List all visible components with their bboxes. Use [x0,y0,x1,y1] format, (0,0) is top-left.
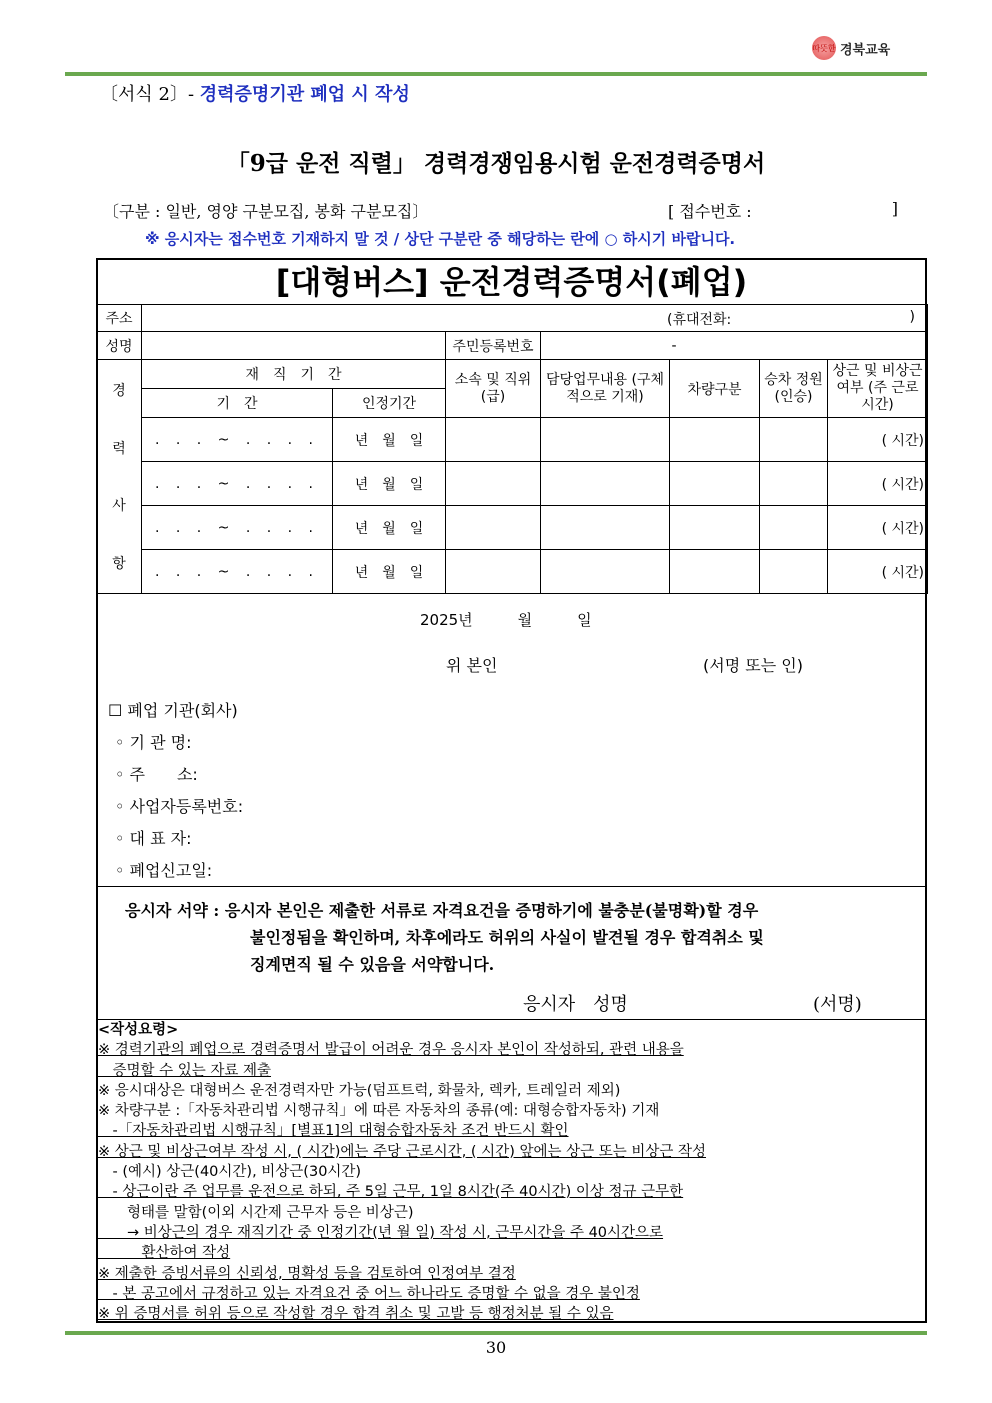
affiliation-cell[interactable] [446,418,541,462]
duty-cell[interactable] [541,550,670,594]
writing-guide [98,1020,924,1324]
recognized-cell[interactable]: 년 월 일 [333,462,446,506]
form-id-prefix: 〔서식 2〕- [100,84,200,105]
guide-line: → 비상근의 경우 재직기간 중 인정기간(년 월 일) 작성 시, 근무시간을 주 40시간으로 [98,1224,664,1241]
rrn-label: 주민등록번호 [446,332,541,360]
capacity-cell[interactable] [760,462,828,506]
vehicle-cell[interactable] [670,462,760,506]
company-address-field[interactable]: ◦ 주 소: [115,765,198,784]
section-char: 항 [112,555,126,572]
capacity-header: 승차 정원(인승) [760,360,828,418]
work-type-header: 상근 및 비상근여부 (주 근로시간) [828,360,928,418]
form-id [100,80,410,106]
footer-rule [65,1331,927,1335]
period-cell[interactable]: . . . ~ . . . . [142,506,333,550]
affiliation-cell[interactable] [446,462,541,506]
gyeongbuk-education-logo [812,36,890,60]
hours-cell[interactable]: ( 시간) [828,418,928,462]
address-label: 주소 [97,305,142,332]
form-id-title: 경력증명기관 폐업 시 작성 [199,84,410,105]
vehicle-cell[interactable] [670,506,760,550]
section-char: 사 [112,498,126,515]
guide-heading: <작성요령> [98,1022,179,1038]
name-label: 성명 [97,332,142,360]
career-row [97,550,928,594]
period-cell[interactable]: . . . ~ . . . . [142,462,333,506]
closure-date-field[interactable]: ◦ 폐업신고일: [115,861,213,880]
guide-line: ※ 응시대상은 대형버스 운전경력자만 가능(덤프트럭, 화물차, 렉카, 트레일러 제외) [98,1082,621,1099]
phone-label: (휴대전화: [667,312,732,328]
guide-line: ※ 위 증명서를 허위 등으로 작성할 경우 합격 취소 및 고발 등 행정처분 될 수 있음 [98,1306,614,1323]
career-row [97,462,928,506]
guide-line: 형태를 말함(이외 시간제 근무자 등은 비상근) [98,1204,414,1221]
name-field[interactable] [142,332,446,360]
guide-line: ※ 경력기관의 폐업으로 경력증명서 발급이 어려운 경우 응시자 본인이 작성하되, 관련 내용을 [98,1042,684,1059]
receipt-number-field [668,199,898,222]
guide-line: ※ 차량구분 :「자동차관리법 시행규칙」에 따른 자동차의 종류(예: 대형승합자동차) 기재 [98,1103,660,1120]
period-cell[interactable]: . . . ~ . . . . [142,550,333,594]
applicant-pledge [125,897,915,978]
capacity-cell[interactable] [760,418,828,462]
phone-close: ) [909,309,915,325]
pledge-divider [96,886,927,887]
guide-line: ※ 상근 및 비상근여부 작성 시, ( 시간)에는 주당 근로시간, ( 시간) 앞에는 상근 또는 비상근 작성 [98,1143,706,1160]
recognized-cell[interactable]: 년 월 일 [333,550,446,594]
address-field[interactable] [142,305,928,332]
applicant-signature[interactable]: (서명) [813,994,862,1015]
guide-line: - 본 공고에서 규정하고 있는 자격요건 중 어느 하나라도 증명할 수 없을 경우 불인정 [98,1285,640,1302]
company-name-field[interactable]: ◦ 기 관 명: [115,733,192,752]
guide-line: 환산하여 작성 [98,1245,231,1262]
capacity-cell[interactable] [760,550,828,594]
pledge-line: 징계면직 될 수 있음을 서약합니다. [250,955,495,974]
career-row [97,418,928,462]
category-line: 〔구분 : 일반, 영양 구분모집, 봉화 구분모집〕 [103,202,429,221]
recognized-header: 인정기간 [333,389,446,418]
sign-date: 2025년 월 일 [420,611,592,629]
signature-hint[interactable]: (서명 또는 인) [703,656,803,675]
affiliation-cell[interactable] [446,550,541,594]
period-header: 기 간 [142,389,333,418]
receipt-close: ] [891,199,898,218]
pledge-line: 불인정됨을 확인하며, 차후에라도 허위의 사실이 발견될 경우 합격취소 및 [250,928,764,947]
rrn-field[interactable] [541,332,928,360]
receipt-label: [ 접수번호 : [668,202,752,221]
affiliation-header: 소속 및 직위(급) [446,360,541,418]
section-char: 경 [112,383,126,400]
recognized-cell[interactable]: 년 월 일 [333,418,446,462]
tenure-header: 재 직 기 간 [142,360,446,389]
duty-cell[interactable] [541,418,670,462]
period-cell[interactable]: . . . ~ . . . . [142,418,333,462]
guide-line: - 상근이란 주 업무를 운전으로 하되, 주 5일 근무, 1일 8시간(주 40시간) 이상 정규 근무한 [98,1184,684,1201]
document-title: 「9급 운전 직렬」 경력경쟁임용시험 운전경력증명서 [226,150,766,177]
guide-line: - (예시) 상근(40시간), 비상근(30시간) [98,1164,362,1181]
recognized-cell[interactable]: 년 월 일 [333,506,446,550]
rrn-dash: - [671,337,677,354]
guide-lines [98,1040,924,1324]
affiliation-cell[interactable] [446,506,541,550]
vehicle-cell[interactable] [670,550,760,594]
hours-cell[interactable]: ( 시간) [828,550,928,594]
certificate-title: [대형버스] 운전경력증명서(폐업) [275,263,748,301]
duty-cell[interactable] [541,506,670,550]
career-section-label [97,360,142,594]
hours-cell[interactable]: ( 시간) [828,462,928,506]
guide-line: ※ 제출한 증빙서류의 신뢰성, 명확성 등을 검토하여 인정여부 결정 [98,1265,516,1282]
logo-text: 경북교육 [840,42,891,58]
notice-line: ※ 응시자는 접수번호 기재하지 말 것 / 상단 구분란 중 해당하는 란에 ○ 하시기 바랍니다. [145,230,736,248]
section-char: 력 [112,440,126,457]
vehicle-header: 차량구분 [670,360,760,418]
business-number-field[interactable]: ◦ 사업자등록번호: [115,797,244,816]
representative-field[interactable]: ◦ 대 표 자: [115,829,192,848]
page-number: 30 [485,1338,507,1357]
guide-line: -「자동차관리법 시행규칙」[별표1]의 대형승합자동차 조건 반드시 확인 [98,1123,569,1140]
career-row [97,506,928,550]
header-rule [65,72,927,76]
guide-line: 증명할 수 있는 자료 제출 [98,1062,272,1079]
pledge-line: 응시자 서약 : 응시자 본인은 제출한 서류로 자격요건을 증명하기에 불충분(불명확)할 경우 [125,901,759,920]
capacity-cell[interactable] [760,506,828,550]
applicant-name-label: 응시자 성명 [523,994,628,1015]
hours-cell[interactable]: ( 시간) [828,506,928,550]
closed-company-checkbox[interactable]: ☐ 폐업 기관(회사) [108,701,238,720]
duty-cell[interactable] [541,462,670,506]
duty-header: 담당업무내용 (구체적으로 기재) [541,360,670,418]
signer-label: 위 본인 [446,656,498,675]
career-table [96,304,928,594]
vehicle-cell[interactable] [670,418,760,462]
logo-mark-icon: 따뜻한 [812,36,836,60]
